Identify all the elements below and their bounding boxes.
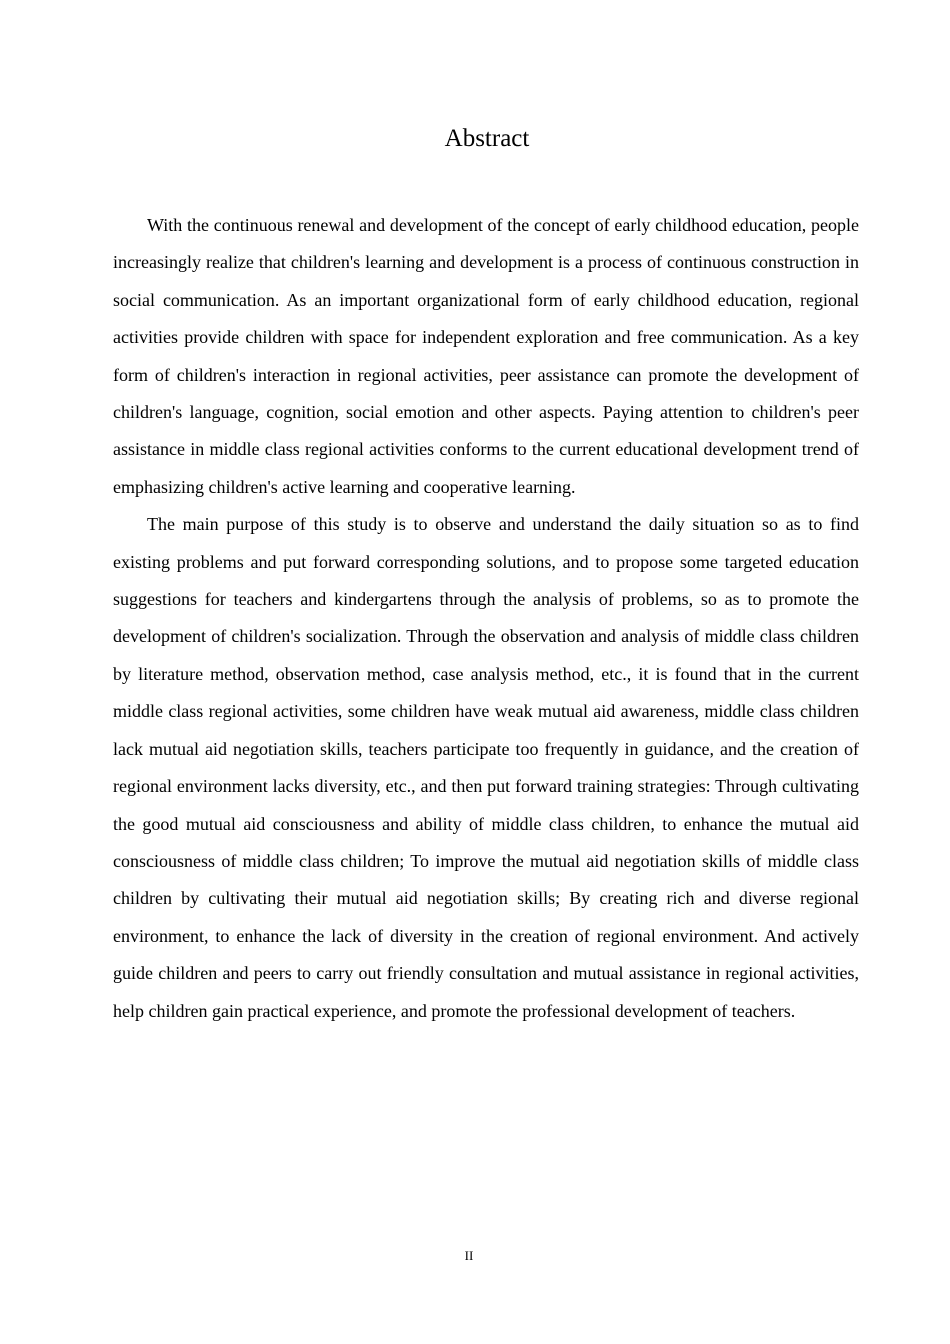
abstract-paragraph-1: With the continuous renewal and development of the concept of early childhood education, people increasingly realize that children's learning and development is a process of continuous construction in social communication. As an important organizational form of early childhood education, regional activities provide children with space for independent exploration and free communication. As a key form of children's interaction in regional activities, peer assistance can promote the development of children's language, cognition, social emotion and other aspects. Paying attention to children's peer assistance in middle class regional activities conforms to the current educational development trend of emphasizing children's active learning and cooperative learning. xyxy=(113,215,859,497)
page-number: II xyxy=(464,1248,474,1263)
abstract-title: Abstract xyxy=(444,125,530,152)
abstract-paragraph-2: The main purpose of this study is to observe and understand the daily situation so as to find existing problems and put forward corresponding solutions, and to propose some targeted education suggestions for teachers and kindergartens through the analysis of problems, so as to promote the development of children's socialization. Through the observation and analysis of middle class children by literature method, observation method, case analysis method, etc., it is found that in the current middle class regional activities, some children have weak mutual aid awareness, middle class children lack mutual aid negotiation skills, teachers participate too frequently in guidance, and the creation of regional environment lacks diversity, etc., and then put forward training strategies: Through cultivating the good mutual aid consciousness and ability of middle class children, to enhance the mutual aid consciousness of middle class children; To improve the mutual aid negotiation skills of middle class children by cultivating their mutual aid negotiation skills; By creating rich and diverse regional environment, to enhance the lack of diversity in the creation of regional environment. And actively guide children and peers to carry out friendly consultation and mutual assistance in regional activities, help children gain practical experience, and promote the professional development of teachers. xyxy=(113,514,859,1021)
abstract-body xyxy=(113,207,859,1030)
